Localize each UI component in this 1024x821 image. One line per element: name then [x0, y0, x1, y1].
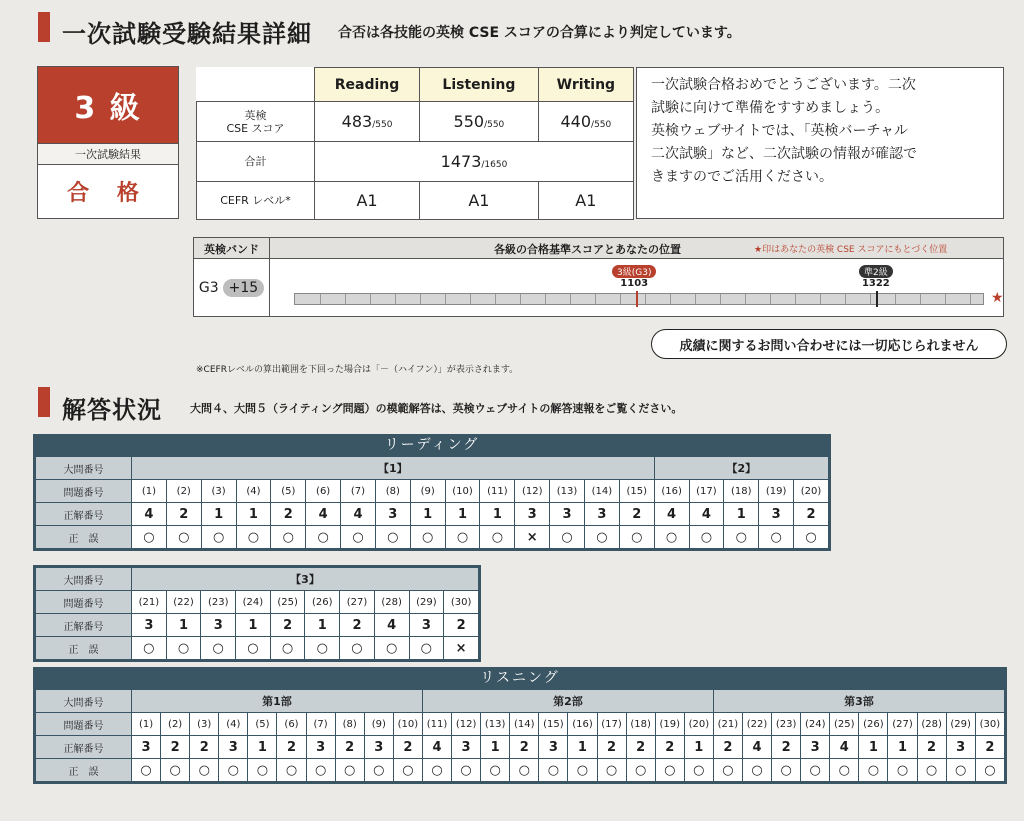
question-number: (5)	[248, 713, 277, 736]
result-mark: ○	[759, 526, 794, 549]
result-mark: ○	[201, 526, 236, 549]
result-mark: ○	[655, 759, 684, 782]
congrats-message: 一次試験合格おめでとうございます。二次 試験に向けて準備をすすめましょう。 英検ウェブサイトでは、「英検バーチャル 二次試験」など、二次試験の情報が確認で きますのでご活用ください。	[636, 67, 1004, 219]
scale-tick	[320, 294, 321, 304]
scale-tick	[870, 294, 871, 304]
result-mark: ○	[568, 759, 597, 782]
cefr-writing: A1	[538, 182, 633, 220]
result-mark: ○	[341, 526, 376, 549]
correct-answer: 1	[166, 614, 201, 637]
correct-answer: 2	[713, 736, 742, 759]
question-number: (9)	[364, 713, 393, 736]
result-mark: ○	[888, 759, 917, 782]
listening-panel	[33, 667, 1007, 784]
section-group: 第2部	[422, 690, 713, 713]
question-number: (9)	[410, 480, 445, 503]
correct-answer: 4	[654, 503, 689, 526]
reading-panel	[33, 434, 831, 551]
result-mark: ○	[452, 759, 481, 782]
correct-answer: 1	[724, 503, 759, 526]
cse-reading: 483/550	[315, 102, 420, 142]
result-mark: ○	[409, 637, 444, 660]
result-mark: ○	[794, 526, 829, 549]
scale-tick	[620, 294, 621, 304]
question-number: (20)	[684, 713, 713, 736]
scale-tick	[845, 294, 846, 304]
question-number: (19)	[759, 480, 794, 503]
listening-title: リスニング	[480, 670, 560, 686]
question-number: (10)	[393, 713, 422, 736]
correct-answer: 2	[597, 736, 626, 759]
result-mark: ○	[410, 526, 445, 549]
result-mark: ○	[374, 637, 409, 660]
total-score: 1473/1650	[315, 142, 634, 182]
correct-answer: 4	[689, 503, 724, 526]
scale-tick	[795, 294, 796, 304]
result-mark: ○	[539, 759, 568, 782]
question-number: (29)	[946, 713, 975, 736]
correct-answer: 3	[515, 503, 550, 526]
cse-writing: 440/550	[538, 102, 633, 142]
section-group: 【3】	[132, 568, 479, 591]
correct-answer: 3	[759, 503, 794, 526]
row-label-section: 大問番号	[36, 568, 132, 591]
correct-answer: 1	[201, 503, 236, 526]
cefr-label: CEFR レベル*	[197, 182, 315, 220]
correct-answer: 3	[132, 736, 161, 759]
correct-answer: 3	[375, 503, 410, 526]
result-mark: ○	[335, 759, 364, 782]
correct-answer: 3	[452, 736, 481, 759]
result-label: 一次試験結果	[38, 143, 178, 165]
question-number: (14)	[584, 480, 619, 503]
correct-answer: 1	[445, 503, 480, 526]
result-mark: ○	[364, 759, 393, 782]
correct-answer: 1	[248, 736, 277, 759]
question-number: (11)	[422, 713, 451, 736]
correct-answer: 1	[481, 736, 510, 759]
result-mark: ○	[597, 759, 626, 782]
correct-answer: 2	[166, 503, 201, 526]
correct-answer: 3	[132, 614, 167, 637]
result-mark: ○	[481, 759, 510, 782]
correct-answer: 1	[684, 736, 713, 759]
scale-tick	[420, 294, 421, 304]
row-label-answer: 正解番号	[36, 736, 132, 759]
result-mark: ○	[236, 526, 271, 549]
question-number: (10)	[445, 480, 480, 503]
correct-answer: 2	[917, 736, 946, 759]
result-mark: ○	[422, 759, 451, 782]
result-mark: ○	[480, 526, 515, 549]
scale-tick	[570, 294, 571, 304]
result-mark: ○	[742, 759, 771, 782]
marker-grade3: 3級(G3) 1103	[612, 265, 656, 289]
question-number: (13)	[481, 713, 510, 736]
scale-tick	[595, 294, 596, 304]
correct-answer: 2	[277, 736, 306, 759]
result-value: 合 格	[67, 181, 149, 206]
reading-table-1	[35, 456, 829, 549]
correct-answer: 2	[270, 614, 305, 637]
correct-answer: 4	[742, 736, 771, 759]
scale-tick	[695, 294, 696, 304]
correct-answer: 3	[539, 736, 568, 759]
result-mark: ○	[219, 759, 248, 782]
correct-answer: 2	[626, 736, 655, 759]
result-mark: ○	[190, 759, 219, 782]
question-number: (6)	[277, 713, 306, 736]
result-mark: ○	[859, 759, 888, 782]
result-mark: ○	[393, 759, 422, 782]
correct-answer: 3	[201, 614, 236, 637]
question-number: (2)	[166, 480, 201, 503]
question-number: (12)	[452, 713, 481, 736]
question-number: (8)	[335, 713, 364, 736]
scale-tick	[895, 294, 896, 304]
band-value: G3 +15	[194, 259, 270, 317]
result-mark: ○	[132, 526, 167, 549]
row-label-question: 問題番号	[36, 480, 132, 503]
question-number: (17)	[689, 480, 724, 503]
scale-tick	[670, 294, 671, 304]
correct-answer: 2	[161, 736, 190, 759]
band-center-label: 各級の合格基準スコアとあなたの位置	[494, 242, 681, 256]
result-mark: ○	[248, 759, 277, 782]
scale-tick	[470, 294, 471, 304]
row-label-question: 問題番号	[36, 713, 132, 736]
result-mark: ○	[445, 526, 480, 549]
row-label-answer: 正解番号	[36, 614, 132, 637]
question-number: (6)	[306, 480, 341, 503]
result-mark: ○	[270, 637, 305, 660]
result-mark: ○	[654, 526, 689, 549]
question-number: (7)	[306, 713, 335, 736]
question-number: (2)	[161, 713, 190, 736]
correct-answer: 3	[550, 503, 585, 526]
result-mark: ×	[515, 526, 550, 549]
question-number: (25)	[830, 713, 859, 736]
scale-tick	[520, 294, 521, 304]
correct-answer: 3	[219, 736, 248, 759]
result-mark: ○	[132, 759, 161, 782]
correct-answer: 2	[655, 736, 684, 759]
correct-answer: 2	[772, 736, 801, 759]
band-legend: ★印はあなたの英検 CSE スコアにもとづく位置	[754, 245, 948, 255]
correct-answer: 4	[341, 503, 376, 526]
result-mark: ○	[166, 526, 201, 549]
result-mark: ○	[830, 759, 859, 782]
correct-answer: 3	[801, 736, 830, 759]
scale-tick	[920, 294, 921, 304]
cefr-listening: A1	[420, 182, 539, 220]
scale-tick	[370, 294, 371, 304]
correct-answer: 4	[374, 614, 409, 637]
question-number: (15)	[539, 713, 568, 736]
question-number: (25)	[270, 591, 305, 614]
cse-listening: 550/550	[420, 102, 539, 142]
question-number: (30)	[975, 713, 1004, 736]
scale-tick	[345, 294, 346, 304]
cefr-note: ※CEFRレベルの算出範囲を下回った場合は「－（ハイフン）」が表示されます。	[196, 365, 519, 375]
question-number: (1)	[132, 713, 161, 736]
correct-answer: 4	[830, 736, 859, 759]
section-marker-2	[38, 387, 50, 417]
result-mark: ○	[271, 526, 306, 549]
result-mark: ○	[550, 526, 585, 549]
question-number: (18)	[626, 713, 655, 736]
question-number: (4)	[219, 713, 248, 736]
correct-answer: 1	[410, 503, 445, 526]
question-number: (22)	[742, 713, 771, 736]
score-table	[196, 67, 634, 220]
question-number: (13)	[550, 480, 585, 503]
result-mark: ○	[626, 759, 655, 782]
correct-answer: 1	[236, 503, 271, 526]
correct-answer: 1	[480, 503, 515, 526]
correct-answer: 3	[584, 503, 619, 526]
correct-answer: 2	[444, 614, 479, 637]
row-label-answer: 正解番号	[36, 503, 132, 526]
row-label-result: 正 誤	[36, 759, 132, 782]
scale-tick	[545, 294, 546, 304]
correct-answer: 3	[946, 736, 975, 759]
section-group: 第1部	[132, 690, 423, 713]
result-mark: ○	[340, 637, 375, 660]
result-mark: ○	[772, 759, 801, 782]
correct-answer: 1	[859, 736, 888, 759]
question-number: (24)	[236, 591, 271, 614]
correct-answer: 1	[888, 736, 917, 759]
result-mark: ○	[306, 526, 341, 549]
question-number: (24)	[801, 713, 830, 736]
question-number: (26)	[305, 591, 340, 614]
correct-answer: 2	[510, 736, 539, 759]
result-mark: ○	[305, 637, 340, 660]
correct-answer: 1	[236, 614, 271, 637]
grade-level: 3 級	[38, 67, 178, 143]
band-label: 英検バンド	[194, 238, 270, 259]
correct-answer: 2	[335, 736, 364, 759]
question-number: (17)	[597, 713, 626, 736]
question-number: (11)	[480, 480, 515, 503]
correct-answer: 2	[393, 736, 422, 759]
result-mark: ○	[277, 759, 306, 782]
result-mark: ○	[724, 526, 759, 549]
result-mark: ○	[684, 759, 713, 782]
correct-answer: 2	[975, 736, 1004, 759]
page-title: 一次試験受験結果詳細	[62, 20, 312, 48]
question-number: (3)	[201, 480, 236, 503]
question-number: (15)	[619, 480, 654, 503]
result-mark: ○	[801, 759, 830, 782]
scale-tick	[645, 294, 646, 304]
question-number: (16)	[654, 480, 689, 503]
question-number: (23)	[772, 713, 801, 736]
listening-table	[35, 689, 1005, 782]
scale-tick	[445, 294, 446, 304]
question-number: (27)	[888, 713, 917, 736]
page-subtitle: 合否は各技能の英検 CSE スコアの合算により判定しています。	[338, 25, 741, 41]
scale-tick	[720, 294, 721, 304]
result-mark: ○	[306, 759, 335, 782]
question-number: (23)	[201, 591, 236, 614]
result-mark: ○	[975, 759, 1004, 782]
correct-answer: 3	[364, 736, 393, 759]
correct-answer: 2	[619, 503, 654, 526]
scale-tick	[945, 294, 946, 304]
result-mark: ○	[201, 637, 236, 660]
correct-answer: 2	[794, 503, 829, 526]
correct-answer: 1	[305, 614, 340, 637]
scale-tick	[820, 294, 821, 304]
result-mark: ○	[236, 637, 271, 660]
question-number: (5)	[271, 480, 306, 503]
answers-subtitle: 大問４、大問５（ライティング問題）の模範解答は、英検ウェブサイトの解答速報をご覧ください。	[190, 402, 683, 415]
row-label-section: 大問番号	[36, 457, 132, 480]
row-label-question: 問題番号	[36, 591, 132, 614]
correct-answer: 2	[340, 614, 375, 637]
row-label-result: 正 誤	[36, 526, 132, 549]
question-number: (7)	[341, 480, 376, 503]
reading-title: リーディング	[384, 437, 480, 453]
question-number: (21)	[713, 713, 742, 736]
section-group: 【2】	[654, 457, 828, 480]
question-number: (18)	[724, 480, 759, 503]
result-mark: ○	[510, 759, 539, 782]
result-mark: ○	[689, 526, 724, 549]
correct-answer: 4	[132, 503, 167, 526]
question-number: (12)	[515, 480, 550, 503]
result-mark: ○	[584, 526, 619, 549]
marker-pre2: 準2級 1322	[859, 265, 893, 289]
result-mark: ○	[166, 637, 201, 660]
result-mark: ○	[375, 526, 410, 549]
reading-panel-2	[33, 565, 481, 662]
cse-label: 英検 CSE スコア	[197, 102, 315, 142]
scale-tick	[745, 294, 746, 304]
col-listening: Listening	[420, 68, 539, 102]
question-number: (30)	[444, 591, 479, 614]
reading-table-2	[35, 567, 479, 660]
grade-box	[37, 66, 179, 219]
question-number: (3)	[190, 713, 219, 736]
correct-answer: 4	[422, 736, 451, 759]
correct-answer: 1	[568, 736, 597, 759]
question-number: (1)	[132, 480, 167, 503]
col-writing: Writing	[538, 68, 633, 102]
question-number: (26)	[859, 713, 888, 736]
correct-answer: 4	[306, 503, 341, 526]
row-label-result: 正 誤	[36, 637, 132, 660]
result-mark: ○	[917, 759, 946, 782]
scale-tick	[970, 294, 971, 304]
question-number: (22)	[166, 591, 201, 614]
result-mark: ○	[619, 526, 654, 549]
total-label: 合計	[197, 142, 315, 182]
result-mark: ○	[161, 759, 190, 782]
correct-answer: 2	[190, 736, 219, 759]
inquiry-notice: 成績に関するお問い合わせには一切応じられません	[651, 329, 1007, 359]
question-number: (28)	[917, 713, 946, 736]
col-reading: Reading	[315, 68, 420, 102]
question-number: (19)	[655, 713, 684, 736]
question-number: (8)	[375, 480, 410, 503]
band-scale	[294, 293, 984, 305]
question-number: (29)	[409, 591, 444, 614]
section-group: 第3部	[713, 690, 1004, 713]
row-label-section: 大問番号	[36, 690, 132, 713]
question-number: (20)	[794, 480, 829, 503]
correct-answer: 3	[306, 736, 335, 759]
question-number: (27)	[340, 591, 375, 614]
scale-tick	[770, 294, 771, 304]
cefr-reading: A1	[315, 182, 420, 220]
question-number: (21)	[132, 591, 167, 614]
eiken-band	[193, 237, 1004, 317]
position-star-icon: ★	[991, 290, 1004, 306]
result-mark: ○	[713, 759, 742, 782]
scale-tick	[495, 294, 496, 304]
correct-answer: 2	[271, 503, 306, 526]
question-number: (14)	[510, 713, 539, 736]
scale-tick	[395, 294, 396, 304]
answers-title: 解答状況	[62, 396, 162, 424]
result-mark: ○	[946, 759, 975, 782]
section-marker	[38, 12, 50, 42]
result-mark: ○	[132, 637, 167, 660]
correct-answer: 3	[409, 614, 444, 637]
question-number: (16)	[568, 713, 597, 736]
result-mark: ×	[444, 637, 479, 660]
question-number: (28)	[374, 591, 409, 614]
question-number: (4)	[236, 480, 271, 503]
section-group: 【1】	[132, 457, 655, 480]
